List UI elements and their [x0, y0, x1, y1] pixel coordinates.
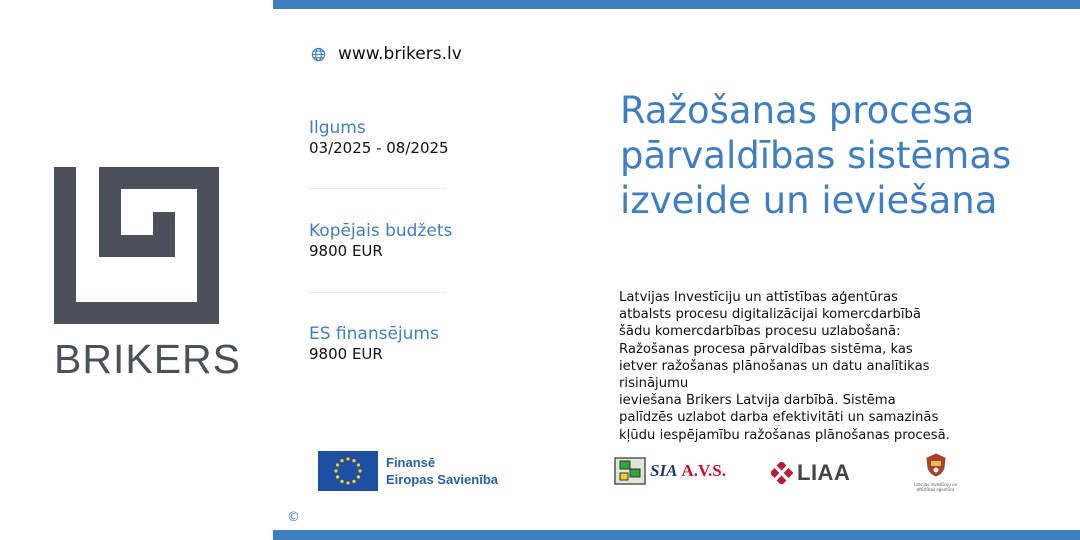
project-title [620, 88, 1040, 223]
eu-line2: Eiropas Savienība [386, 472, 498, 487]
liaa-logo [771, 460, 850, 486]
eu-funding-label: ES finansējums [309, 324, 439, 344]
description-line: palīdzēs uzlabot darba efektivitāti un samazinās [619, 410, 939, 426]
globe-icon [311, 47, 326, 62]
title-line: pārvaldības sistēmas [620, 134, 1012, 177]
duration-value: 03/2025 - 08/2025 [309, 139, 449, 157]
eu-funding-text [386, 454, 498, 488]
eu-line1: Finansē [386, 455, 436, 470]
budget-value: 9800 EUR [309, 242, 383, 260]
avs-name: A.V.S. [681, 461, 726, 480]
avs-emblem-icon [614, 457, 646, 485]
website-link[interactable] [311, 44, 462, 64]
brikers-logo-mark [54, 167, 219, 324]
info-divider [309, 292, 446, 293]
coat-of-arms-icon [923, 452, 949, 478]
eu-funding-value: 9800 EUR [309, 345, 383, 363]
brikers-wordmark: BRIKERS [54, 336, 241, 382]
description-line: ietver ražošanas plānošanas un datu analītikas [619, 358, 930, 374]
eu-funding-logo [318, 451, 498, 491]
info-divider [309, 188, 446, 189]
info-eu-funding [309, 324, 449, 364]
title-line: izveide un ieviešana [620, 179, 998, 222]
top-accent-bar [273, 0, 1080, 9]
budget-label: Kopējais budžets [309, 221, 453, 241]
title-line: Ražošanas procesa [620, 89, 975, 132]
crest-caption-line2: attīstības aģentūra [916, 487, 955, 492]
latvia-crest-logo [913, 452, 958, 492]
info-budget [309, 221, 453, 261]
project-description [619, 289, 959, 444]
description-line: risinājumu [619, 376, 689, 392]
crest-caption-line1: Latvijas Investīciju un [913, 482, 958, 487]
sia-avs-logo [614, 457, 726, 485]
info-duration [309, 118, 449, 158]
description-line: Latvijas Investīciju un attīstības aģentūras [619, 290, 898, 305]
website-url[interactable]: www.brikers.lv [338, 44, 462, 64]
liaa-wordmark: LIAA [797, 460, 851, 485]
description-line: ieviešana Brikers Latvija darbībā. Sistēma [619, 393, 896, 409]
liaa-diamond-icon [771, 462, 793, 484]
bottom-accent-bar [273, 530, 1080, 540]
description-line: atbalsts procesu digitalizācijai komercdarbībā [619, 307, 921, 323]
eu-flag-icon [318, 451, 378, 491]
duration-label: Ilgums [309, 118, 366, 138]
brikers-logo [54, 167, 241, 382]
description-line: Ražošanas procesa pārvaldības sistēma, kas [619, 341, 913, 357]
avs-prefix: SIA [650, 461, 678, 480]
description-line: šādu komercdarbības procesu uzlabošanā: [619, 324, 901, 340]
copyright-symbol: © [287, 510, 300, 525]
description-line: kļūdu iespējamību ražošanas plānošanas procesā. [619, 427, 950, 443]
